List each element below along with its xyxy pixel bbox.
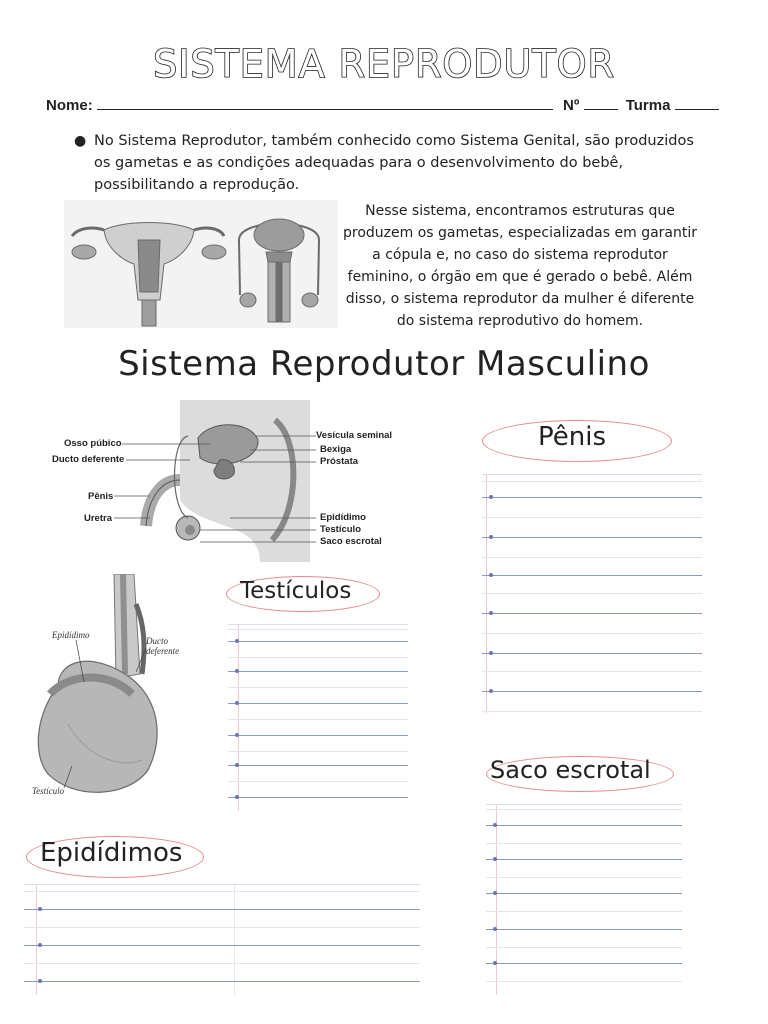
penis-title: Pênis bbox=[538, 422, 606, 452]
testis-label-epididimo: Epidídimo bbox=[52, 630, 90, 640]
testiculos-writing-lines[interactable] bbox=[228, 624, 408, 811]
label-ducto-deferente: Ducto deferente bbox=[52, 454, 125, 465]
number-field[interactable] bbox=[584, 96, 618, 110]
label-vesicula-seminal: Vesícula seminal bbox=[316, 430, 393, 441]
label-osso-pubico: Osso púbico bbox=[64, 438, 122, 449]
label-testiculo: Testículo bbox=[320, 524, 361, 535]
testis-illustration bbox=[28, 574, 214, 804]
page-title: SISTEMA REPRODUTOR bbox=[153, 42, 615, 86]
name-field[interactable] bbox=[97, 96, 553, 110]
name-label: Nome bbox=[46, 97, 88, 114]
class-field[interactable] bbox=[675, 96, 719, 110]
reproductive-systems-illustration bbox=[64, 200, 338, 328]
testis-label-testiculo: Testículo bbox=[32, 786, 65, 796]
epididimos-title: Epidídimos bbox=[40, 838, 183, 868]
intro-text: No Sistema Reprodutor, também conhecido como Sistema Genital, são produzidos os gametas e as condições adequadas para o desenvolvimento do bebê, possibilitando a reprodução. bbox=[94, 133, 694, 193]
testis-diagram bbox=[28, 574, 214, 804]
label-prostata: Próstata bbox=[320, 456, 359, 467]
description-text: Nesse sistema, encontramos estruturas que produzem os gametas, especializadas em garantir a cópula e, no caso do sistema reprodutor feminino, o órgão em que é gerado o bebê. Além disso, o sistema reprodutor da mulher é diferente do sistema reprodutivo do homem. bbox=[343, 203, 697, 329]
label-bexiga: Bexiga bbox=[320, 444, 352, 455]
epididimos-writing-lines[interactable] bbox=[24, 884, 420, 995]
testis-label-ducto-deferente: Ducto deferente bbox=[146, 636, 180, 656]
name-row: Nome: Nº Turma bbox=[46, 96, 726, 114]
label-epididimo: Epidídimo bbox=[320, 512, 366, 523]
saco-escrotal-title: Saco escrotal bbox=[490, 756, 651, 784]
label-penis: Pênis bbox=[88, 491, 114, 502]
label-saco-escrotal: Saco escrotal bbox=[320, 536, 382, 547]
testiculos-title: Testículos bbox=[240, 578, 352, 604]
bullet-dot: ● bbox=[74, 133, 87, 149]
penis-writing-lines[interactable] bbox=[482, 474, 702, 713]
class-label: Turma bbox=[625, 97, 671, 114]
number-label: Nº bbox=[563, 97, 580, 114]
saco-escrotal-writing-lines[interactable] bbox=[486, 804, 682, 995]
label-uretra: Uretra bbox=[84, 513, 112, 524]
section-title: Sistema Reprodutor Masculino bbox=[118, 344, 650, 384]
intro-bullet bbox=[74, 130, 698, 196]
male-anatomy-diagram bbox=[40, 400, 400, 565]
